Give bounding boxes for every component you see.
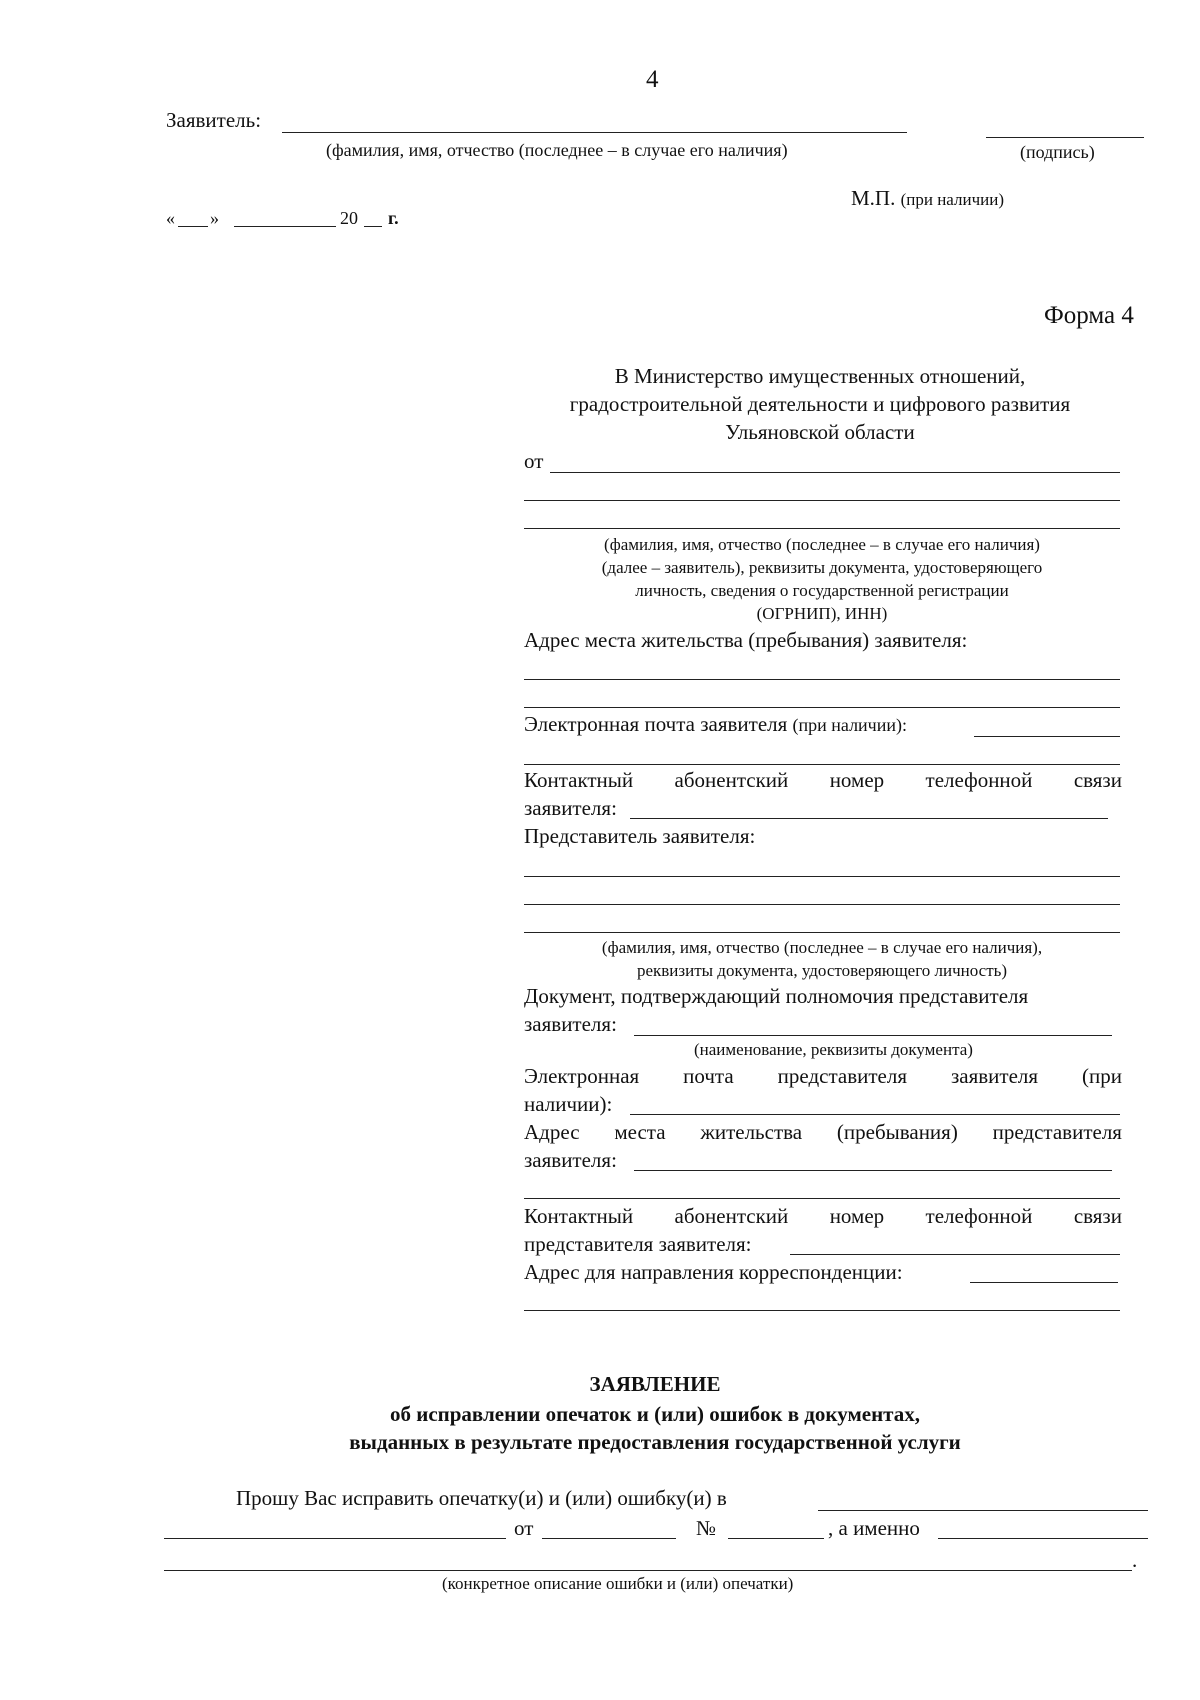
correspondence-line-2[interactable] [524,1310,1120,1311]
rep-phone-word: абонентский [674,1204,789,1228]
rep-address-word: места [614,1120,666,1144]
phone-word: телефонной [925,768,1033,792]
phone-word: Контактный [524,768,634,792]
rep-address-label-end: заявителя: [524,1148,617,1172]
description-caption: (конкретное описание ошибки и (или) опечатки) [442,1574,794,1593]
email-line[interactable] [974,736,1120,737]
namely-line[interactable] [938,1538,1148,1539]
address-label: Адрес места жительства (пребывания) заявителя: [524,628,968,652]
form-title: Форма 4 [1044,302,1134,329]
year-prefix: 20 [340,208,358,228]
email-label [524,712,907,737]
description-line[interactable] [164,1570,1132,1571]
stamp-note: (при наличии) [900,190,1004,209]
representative-caption-1: (фамилия, имя, отчество (последнее – в случае его наличия), [601,938,1043,957]
date-close-quote: » [210,208,219,228]
from-line-2[interactable] [524,500,1120,501]
addressee-line-1: В Министерство имущественных отношений, [614,364,1026,388]
rep-phone-word: телефонной [925,1204,1033,1228]
rep-email-word: почта [683,1064,734,1088]
date-month-line[interactable] [234,226,336,227]
representative-caption-2: реквизиты документа, удостоверяющего личность) [636,961,1008,980]
addressee-line-3: Ульяновской области [725,420,915,444]
document-number-line[interactable] [728,1538,824,1539]
rep-email-label-row [524,1064,1122,1089]
rep-address-line-1[interactable] [634,1170,1112,1171]
rep-address-word: представителя [992,1120,1122,1144]
correspondence-line-1[interactable] [970,1282,1118,1283]
namely-label: , а именно [828,1516,920,1540]
description-end-period: . [1132,1548,1138,1572]
address-line-1[interactable] [524,679,1120,680]
rep-email-word: представителя [777,1064,907,1088]
rep-email-word: Электронная [524,1064,640,1088]
date-year-line[interactable] [364,226,382,227]
request-text: Прошу Вас исправить опечатку(и) и (или) ошибку(и) в [236,1486,727,1510]
email-note: (при наличии): [792,715,907,735]
rep-address-word: (пребывания) [836,1120,958,1144]
from-line-3[interactable] [524,528,1120,529]
phone-line[interactable] [630,818,1108,819]
rep-address-label-row [524,1120,1122,1145]
applicant-label: Заявитель: [166,108,262,132]
applicant-name-line[interactable] [282,132,907,133]
rep-phone-label-row [524,1204,1122,1229]
phone-label-end: заявителя: [524,796,617,820]
email-line-2[interactable] [524,764,1120,765]
rep-address-line-2[interactable] [524,1198,1120,1199]
authority-doc-label-2: заявителя: [524,1012,617,1036]
statement-subtitle-1: об исправлении опечаток и (или) ошибок в документах, [389,1402,920,1426]
correspondence-label: Адрес для направления корреспонденции: [524,1260,903,1284]
applicant-fio-caption: (фамилия, имя, отчество (последнее – в случае его наличия) [326,140,788,160]
authority-doc-line[interactable] [634,1035,1112,1036]
applicant-caption-4: (ОГРНИП), ИНН) [756,604,888,623]
document-from-label: от [514,1516,534,1540]
rep-phone-line[interactable] [790,1254,1120,1255]
representative-line-1[interactable] [524,876,1120,877]
phone-word: номер [829,768,885,792]
rep-phone-label-end: представителя заявителя: [524,1232,752,1256]
date-open-quote: « [166,208,175,228]
request-document-line[interactable] [818,1510,1148,1511]
phone-word: связи [1073,768,1122,792]
phone-word: абонентский [674,768,789,792]
authority-doc-label-1: Документ, подтверждающий полномочия представителя [524,984,1029,1008]
from-line-1[interactable] [550,472,1120,473]
rep-phone-word: связи [1073,1204,1122,1228]
rep-address-word: Адрес [524,1120,580,1144]
rep-email-label-end: наличии): [524,1092,613,1116]
stamp-abbr: М.П. [851,186,896,210]
document-name-line[interactable] [164,1538,506,1539]
stamp-label [851,186,1004,211]
applicant-caption-2: (далее – заявитель), реквизиты документа, удостоверяющего [601,558,1043,577]
address-line-2[interactable] [524,707,1120,708]
representative-label: Представитель заявителя: [524,824,756,848]
page-number: 4 [646,66,659,93]
applicant-caption-3: личность, сведения о государственной регистрации [635,581,1009,600]
representative-line-2[interactable] [524,904,1120,905]
email-label-text: Электронная почта заявителя [524,712,788,736]
signature-line[interactable] [986,137,1144,138]
statement-title: ЗАЯВЛЕНИЕ [589,1372,721,1396]
year-suffix: г. [388,208,399,228]
rep-phone-word: номер [829,1204,885,1228]
representative-line-3[interactable] [524,932,1120,933]
addressee-line-2: градостроительной деятельности и цифрового развития [569,392,1071,416]
rep-phone-word: Контактный [524,1204,634,1228]
rep-address-word: жительства [700,1120,803,1144]
document-number-label: № [696,1516,717,1540]
date-day-line[interactable] [178,226,208,227]
rep-email-line[interactable] [630,1114,1120,1115]
rep-email-word: заявителя [950,1064,1039,1088]
phone-label-row [524,768,1122,793]
signature-caption: (подпись) [1020,142,1095,162]
authority-doc-caption: (наименование, реквизиты документа) [694,1040,973,1059]
from-label: от [524,449,544,473]
statement-subtitle-2: выданных в результате предоставления государственной услуги [349,1430,961,1454]
document-date-line[interactable] [542,1538,676,1539]
rep-email-word: (при [1082,1064,1122,1088]
applicant-caption-1: (фамилия, имя, отчество (последнее – в случае его наличия) [604,535,1040,554]
